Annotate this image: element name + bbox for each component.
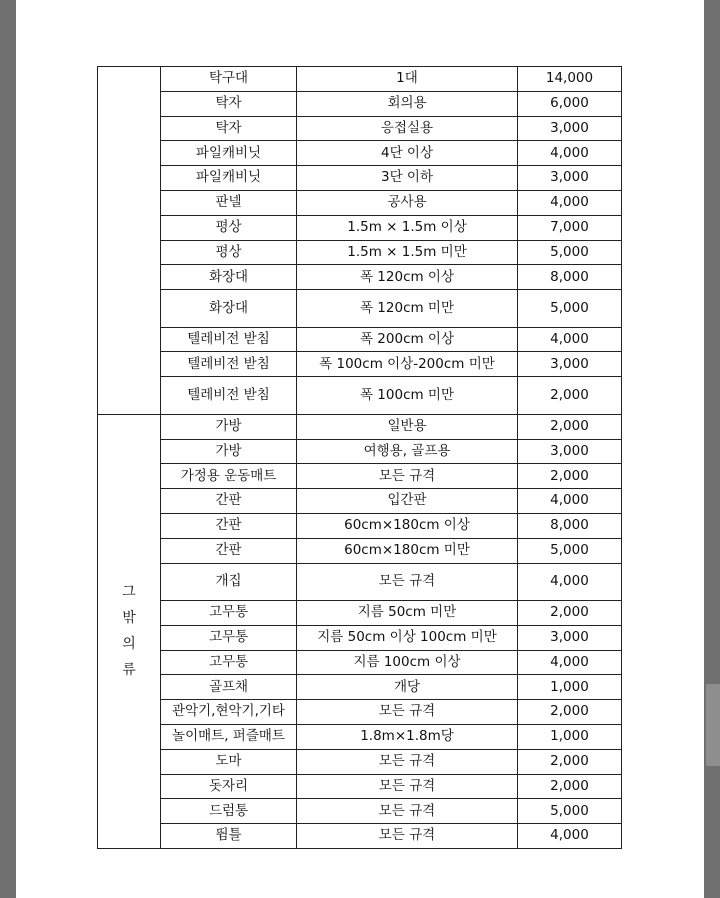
table-row (98, 67, 622, 92)
fee-cell: 2,000 (518, 414, 622, 439)
item-name-cell: 고무통 (161, 625, 297, 650)
spec-cell: 1.5m × 1.5m 이상 (297, 215, 518, 240)
table-row (98, 141, 622, 166)
scrollbar-thumb[interactable] (706, 684, 720, 766)
item-name-cell: 간판 (161, 489, 297, 514)
item-name-cell: 판넬 (161, 190, 297, 215)
fee-cell: 3,000 (518, 625, 622, 650)
fee-cell: 4,000 (518, 824, 622, 849)
fee-cell: 2,000 (518, 377, 622, 415)
spec-cell: 1.5m × 1.5m 미만 (297, 240, 518, 265)
spec-cell: 폭 100cm 이상-200cm 미만 (297, 352, 518, 377)
spec-cell: 모든 규격 (297, 700, 518, 725)
item-name-cell: 평상 (161, 215, 297, 240)
spec-cell: 여행용, 골프용 (297, 439, 518, 464)
item-name-cell: 가정용 운동매트 (161, 464, 297, 489)
table-row (98, 352, 622, 377)
table-row (98, 725, 622, 750)
fee-cell: 8,000 (518, 513, 622, 538)
table-row (98, 513, 622, 538)
table-row (98, 489, 622, 514)
spec-cell: 지름 50cm 미만 (297, 601, 518, 626)
category-label: 그 밖 의 류 (122, 584, 136, 679)
spec-cell: 60cm×180cm 이상 (297, 513, 518, 538)
table-row (98, 166, 622, 191)
fee-cell: 5,000 (518, 799, 622, 824)
item-name-cell: 돗자리 (161, 774, 297, 799)
vertical-scrollbar[interactable] (706, 0, 720, 898)
fee-cell: 2,000 (518, 464, 622, 489)
table-row (98, 290, 622, 328)
fee-cell: 4,000 (518, 327, 622, 352)
item-name-cell: 고무통 (161, 650, 297, 675)
table-row (98, 91, 622, 116)
table-row (98, 563, 622, 601)
spec-cell: 일반용 (297, 414, 518, 439)
fee-cell: 4,000 (518, 650, 622, 675)
spec-cell: 지름 100cm 이상 (297, 650, 518, 675)
fee-cell: 14,000 (518, 67, 622, 92)
fee-cell: 4,000 (518, 141, 622, 166)
item-name-cell: 개집 (161, 563, 297, 601)
item-name-cell: 간판 (161, 538, 297, 563)
item-name-cell: 가방 (161, 414, 297, 439)
table-row (98, 190, 622, 215)
document-page (16, 0, 704, 898)
item-name-cell: 드럼통 (161, 799, 297, 824)
spec-cell: 모든 규격 (297, 563, 518, 601)
fee-cell: 6,000 (518, 91, 622, 116)
spec-cell: 모든 규격 (297, 774, 518, 799)
table-row (98, 774, 622, 799)
fee-cell: 4,000 (518, 190, 622, 215)
table-row (98, 327, 622, 352)
spec-cell: 폭 120cm 미만 (297, 290, 518, 328)
table-row (98, 215, 622, 240)
spec-cell: 폭 200cm 이상 (297, 327, 518, 352)
item-name-cell: 평상 (161, 240, 297, 265)
item-name-cell: 간판 (161, 513, 297, 538)
fee-cell: 1,000 (518, 675, 622, 700)
fee-cell: 2,000 (518, 774, 622, 799)
spec-cell: 3단 이하 (297, 166, 518, 191)
spec-cell: 모든 규격 (297, 749, 518, 774)
spec-cell: 4단 이상 (297, 141, 518, 166)
spec-cell: 회의용 (297, 91, 518, 116)
table-row (98, 700, 622, 725)
spec-cell: 폭 120cm 이상 (297, 265, 518, 290)
table-row (98, 675, 622, 700)
fee-cell: 7,000 (518, 215, 622, 240)
fee-cell: 5,000 (518, 240, 622, 265)
fee-cell: 1,000 (518, 725, 622, 750)
item-name-cell: 도마 (161, 749, 297, 774)
item-name-cell: 텔레비전 받침 (161, 327, 297, 352)
spec-cell: 응접실용 (297, 116, 518, 141)
fee-table-body (98, 67, 622, 849)
table-row (98, 538, 622, 563)
item-name-cell: 탁구대 (161, 67, 297, 92)
table-row (98, 265, 622, 290)
item-name-cell: 관악기,현악기,기타 (161, 700, 297, 725)
spec-cell: 입간판 (297, 489, 518, 514)
spec-cell: 모든 규격 (297, 799, 518, 824)
item-name-cell: 화장대 (161, 290, 297, 328)
spec-cell: 개당 (297, 675, 518, 700)
item-name-cell: 화장대 (161, 265, 297, 290)
fee-cell: 5,000 (518, 290, 622, 328)
table-row (98, 414, 622, 439)
item-name-cell: 골프채 (161, 675, 297, 700)
fee-cell: 4,000 (518, 563, 622, 601)
table-row (98, 439, 622, 464)
fee-cell: 2,000 (518, 749, 622, 774)
table-row (98, 625, 622, 650)
spec-cell: 1대 (297, 67, 518, 92)
table-row (98, 650, 622, 675)
item-name-cell: 놀이매트, 퍼즐매트 (161, 725, 297, 750)
table-row (98, 601, 622, 626)
item-name-cell: 뜀틀 (161, 824, 297, 849)
fee-cell: 2,000 (518, 601, 622, 626)
item-name-cell: 파일캐비닛 (161, 166, 297, 191)
spec-cell: 폭 100cm 미만 (297, 377, 518, 415)
fee-cell: 8,000 (518, 265, 622, 290)
category-cell (98, 67, 161, 415)
spec-cell: 지름 50cm 이상 100cm 미만 (297, 625, 518, 650)
table-row (98, 824, 622, 849)
table-row (98, 377, 622, 415)
fee-cell: 2,000 (518, 700, 622, 725)
fee-cell: 4,000 (518, 489, 622, 514)
table-row (98, 464, 622, 489)
item-name-cell: 파일캐비닛 (161, 141, 297, 166)
item-name-cell: 탁자 (161, 91, 297, 116)
category-cell (98, 414, 161, 848)
item-name-cell: 탁자 (161, 116, 297, 141)
spec-cell: 1.8m×1.8m당 (297, 725, 518, 750)
item-name-cell: 텔레비전 받침 (161, 377, 297, 415)
table-row (98, 240, 622, 265)
item-name-cell: 가방 (161, 439, 297, 464)
fee-cell: 3,000 (518, 116, 622, 141)
fee-cell: 5,000 (518, 538, 622, 563)
fee-cell: 3,000 (518, 439, 622, 464)
spec-cell: 모든 규격 (297, 464, 518, 489)
spec-cell: 공사용 (297, 190, 518, 215)
table-row (98, 749, 622, 774)
table-row (98, 799, 622, 824)
fee-cell: 3,000 (518, 352, 622, 377)
item-name-cell: 고무통 (161, 601, 297, 626)
fee-cell: 3,000 (518, 166, 622, 191)
spec-cell: 모든 규격 (297, 824, 518, 849)
fee-table (97, 66, 622, 849)
item-name-cell: 텔레비전 받침 (161, 352, 297, 377)
spec-cell: 60cm×180cm 미만 (297, 538, 518, 563)
table-row (98, 116, 622, 141)
